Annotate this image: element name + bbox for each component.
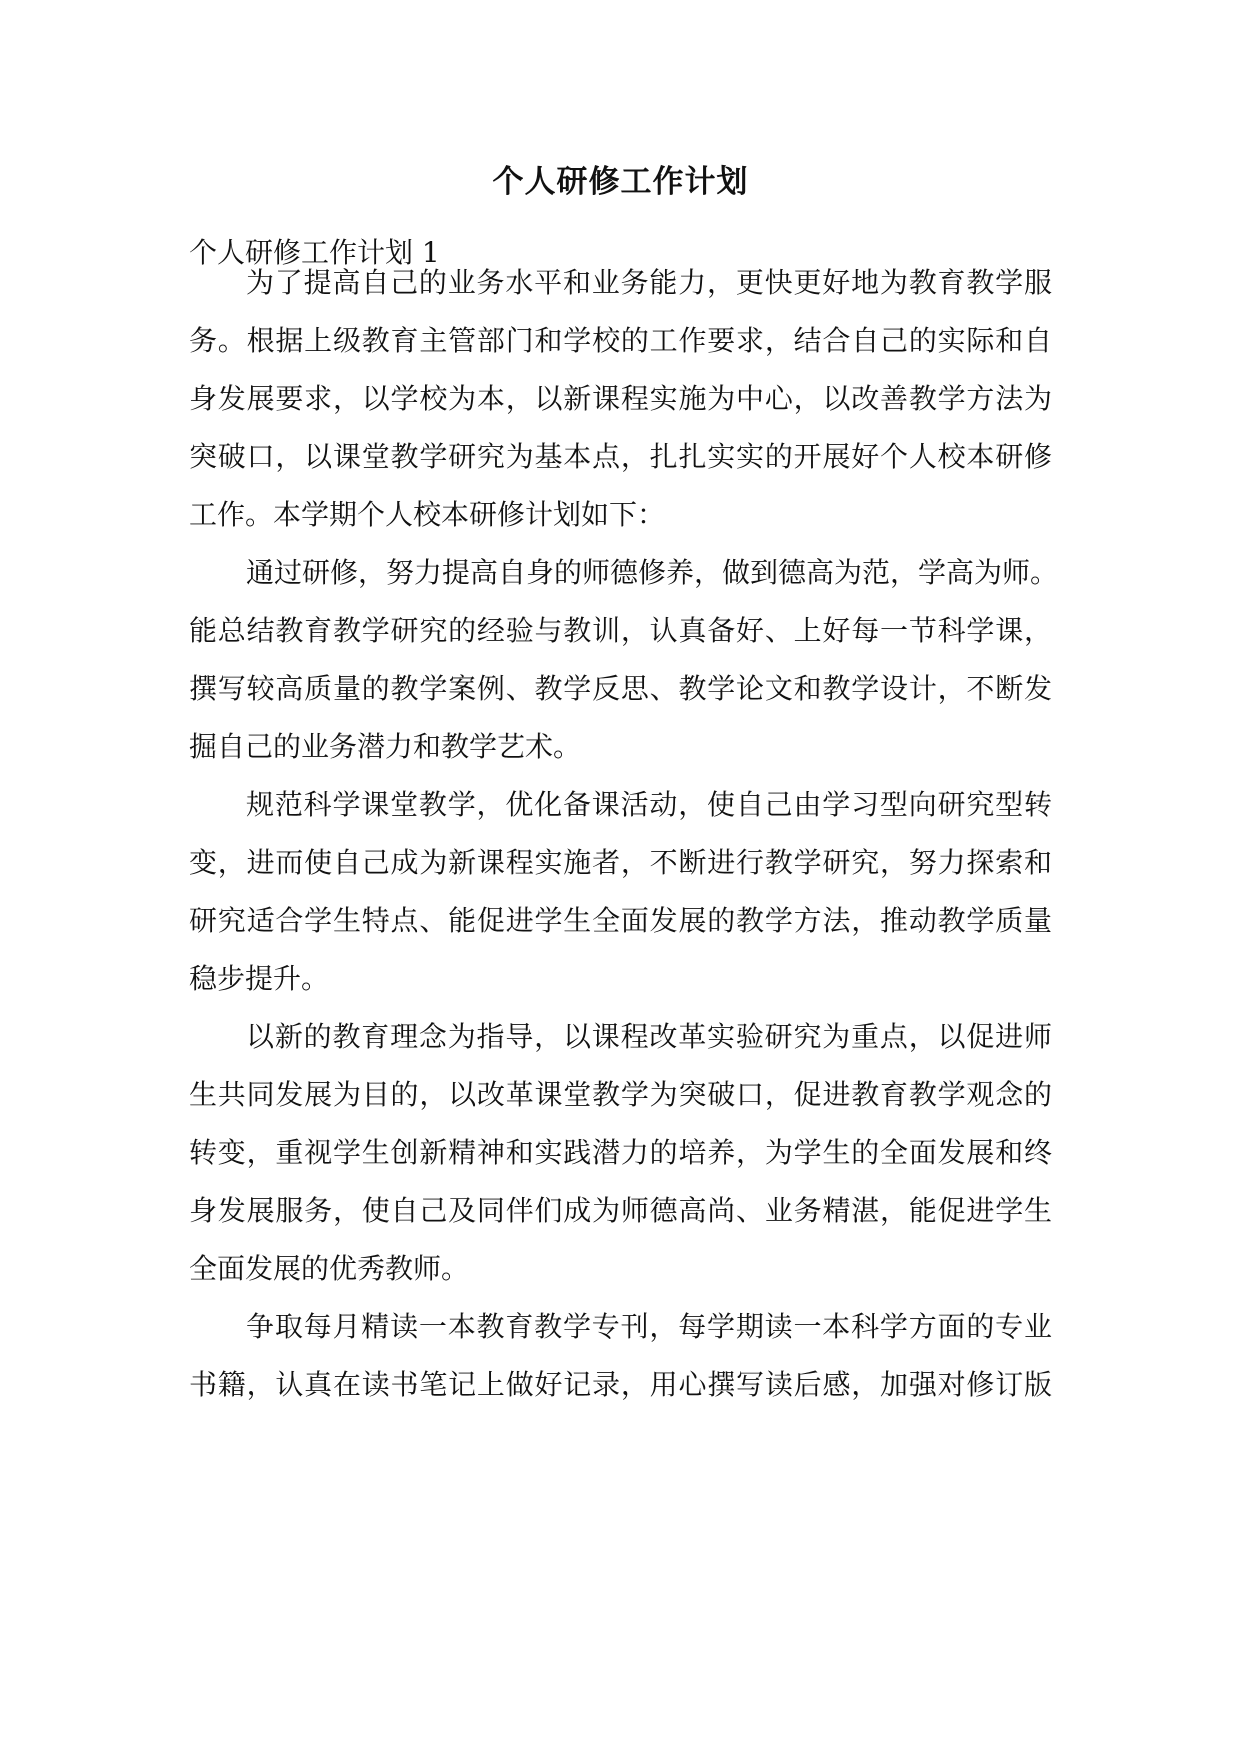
paragraph-3-line-4: 稳步提升。 — [189, 962, 330, 995]
paragraph-1-line-2: 务。根据上级教育主管部门和学校的工作要求，结合自己的实际和自 — [189, 324, 1052, 357]
paragraph-2-line-1: 通过研修，努力提高自身的师德修养，做到德高为范，学高为师。 — [246, 556, 1059, 589]
paragraph-2-line-4: 掘自己的业务潜力和教学艺术。 — [189, 730, 582, 763]
paragraph-4-line-2: 生共同发展为目的，以改革课堂教学为突破口，促进教育教学观念的 — [189, 1078, 1052, 1111]
paragraph-4-line-1: 以新的教育理念为指导，以课程改革实验研究为重点，以促进师 — [246, 1020, 1052, 1053]
paragraph-3-line-2: 变，进而使自己成为新课程实施者，不断进行教学研究，努力探索和 — [189, 846, 1052, 879]
paragraph-4-line-5: 全面发展的优秀教师。 — [189, 1252, 470, 1285]
paragraph-2-line-2: 能总结教育教学研究的经验与教训，认真备好、上好每一节科学课， — [189, 614, 1052, 647]
paragraph-3-line-1: 规范科学课堂教学，优化备课活动，使自己由学习型向研究型转 — [246, 788, 1052, 821]
paragraph-2-line-3: 撰写较高质量的教学案例、教学反思、教学论文和教学设计，不断发 — [189, 672, 1052, 705]
document-title: 个人研修工作计划 — [492, 164, 749, 200]
paragraph-5-line-1: 争取每月精读一本教育教学专刊，每学期读一本科学方面的专业 — [246, 1310, 1052, 1343]
section-subheading: 个人研修工作计划 1 — [189, 236, 440, 269]
paragraph-4-line-4: 身发展服务，使自己及同伴们成为师德高尚、业务精湛，能促进学生 — [189, 1194, 1052, 1227]
paragraph-1-line-1: 为了提高自己的业务水平和业务能力，更快更好地为教育教学服 — [246, 266, 1052, 299]
paragraph-1-line-5: 工作。本学期个人校本研修计划如下： — [189, 498, 666, 531]
paragraph-1-line-4: 突破口，以课堂教学研究为基本点，扎扎实实的开展好个人校本研修 — [189, 440, 1052, 473]
paragraph-1-line-3: 身发展要求，以学校为本，以新课程实施为中心，以改善教学方法为 — [189, 382, 1052, 415]
paragraph-3-line-3: 研究适合学生特点、能促进学生全面发展的教学方法，推动教学质量 — [189, 904, 1052, 937]
paragraph-5-line-2: 书籍，认真在读书笔记上做好记录，用心撰写读后感，加强对修订版 — [189, 1368, 1052, 1401]
paragraph-4-line-3: 转变，重视学生创新精神和实践潜力的培养，为学生的全面发展和终 — [189, 1136, 1052, 1169]
